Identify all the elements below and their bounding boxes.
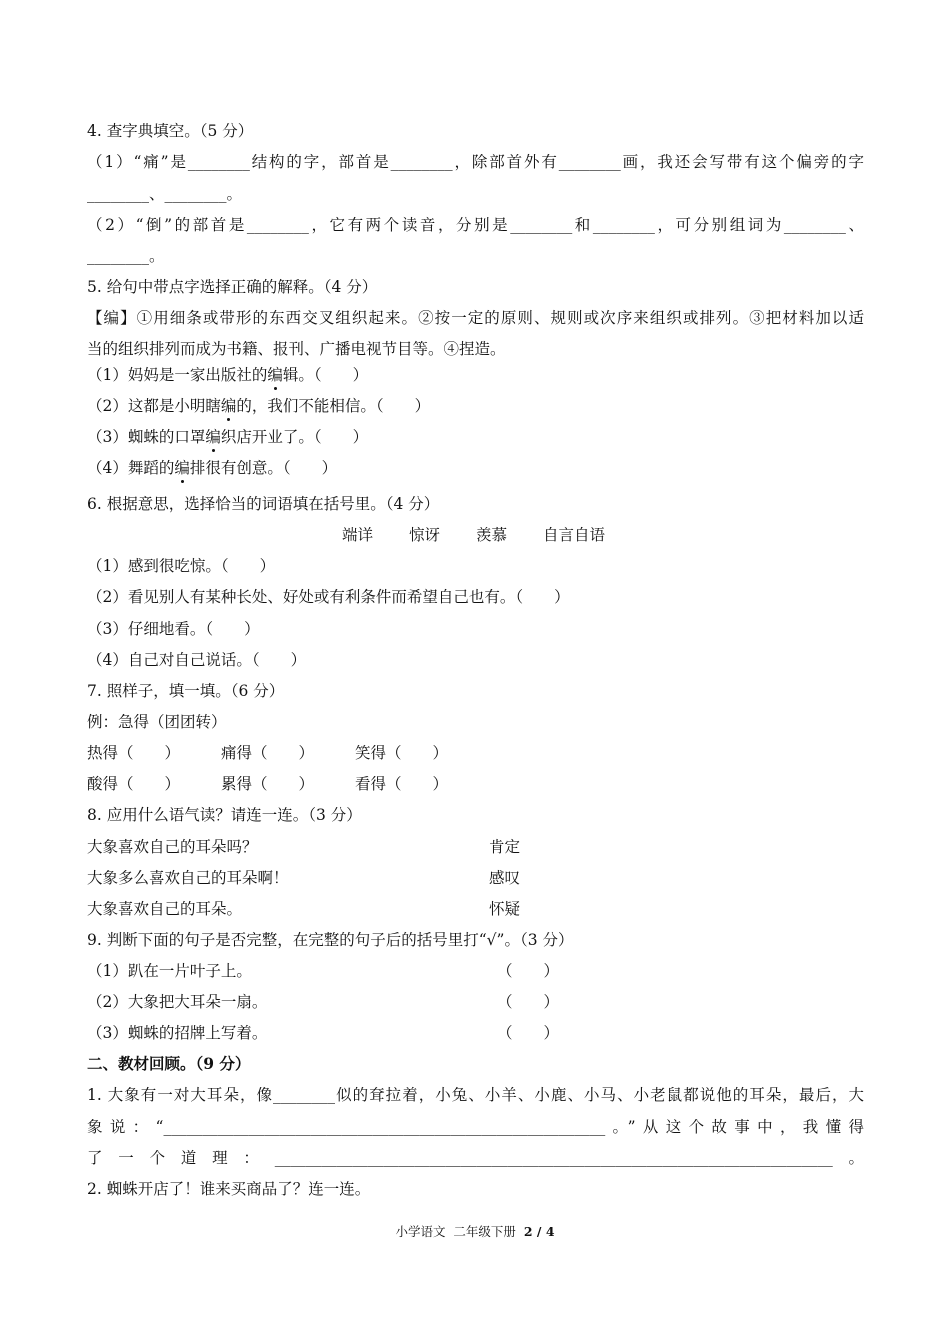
dotted-char: 编 bbox=[220, 397, 237, 415]
q5-title: 5. 给句中带点字选择正确的解释。（4 分） bbox=[87, 278, 378, 296]
q8-title: 8. 应用什么语气读？请连一连。（3 分） bbox=[87, 806, 362, 824]
q4-line-4: ________。 bbox=[87, 247, 165, 265]
q8-sentence: 大象多么喜欢自己的耳朵啊！ bbox=[87, 869, 289, 887]
q7-blank: 热得（ ） bbox=[87, 744, 181, 762]
q7-example: 例：急得（团团转） bbox=[87, 713, 227, 731]
q5-definition-2: 当的组织排列而成为书籍、报刊、广播电视节目等。④捏造。 bbox=[87, 340, 506, 358]
word-option: 惊讶 bbox=[409, 526, 441, 544]
q7-blank: 酸得（ ） bbox=[87, 775, 181, 793]
q5-item-text: （1）妈妈是一家出版社的 bbox=[87, 366, 268, 384]
q8-tone: 肯定 bbox=[489, 838, 521, 856]
s2-q1-line-2: 象说：“_________________________________________________________。”从这个故事中，我懂得 bbox=[87, 1118, 864, 1136]
q6-item: （4）自己对自己说话。（ ） bbox=[87, 651, 307, 669]
q9-bracket: （ ） bbox=[497, 962, 560, 980]
q5-item-text: 织店开业了。（ ） bbox=[220, 428, 369, 446]
q6-title: 6. 根据意思，选择恰当的词语填在括号里。（4 分） bbox=[87, 495, 440, 513]
q5-definition-1: 【编】①用细条或带形的东西交叉组织起来。②按一定的原则、规则或次序来组织或排列。③把材料加以适 bbox=[87, 309, 864, 327]
q9-item: （2）大象把大耳朵一扇。 bbox=[87, 993, 268, 1011]
q9-bracket: （ ） bbox=[497, 993, 560, 1011]
section-2-title: 二、教材回顾。（9 分） bbox=[87, 1054, 251, 1073]
q4-title: 4. 查字典填空。（5 分） bbox=[87, 122, 254, 140]
q9-bracket: （ ） bbox=[497, 1024, 560, 1042]
s2-q1-line-3: 了一个道理：________________________________________________________________________。 bbox=[87, 1149, 864, 1167]
q6-item: （1）感到很吃惊。（ ） bbox=[87, 557, 276, 575]
q5-item bbox=[87, 457, 864, 479]
word-option: 端详 bbox=[342, 526, 374, 544]
page-number: 2 / 4 bbox=[523, 1224, 555, 1239]
q8-sentence: 大象喜欢自己的耳朵。 bbox=[87, 900, 243, 918]
q4-line-3: （2）“倒”的部首是________，它有两个读音，分别是________和________，可分别组词为________、 bbox=[87, 216, 864, 234]
q7-blank: 痛得（ ） bbox=[221, 744, 315, 762]
q7-blank: 累得（ ） bbox=[221, 775, 315, 793]
s2-q2: 2. 蜘蛛开店了！谁来买商品了？连一连。 bbox=[87, 1180, 371, 1198]
q5-item bbox=[87, 364, 864, 386]
word-option: 羡慕 bbox=[476, 526, 508, 544]
q7-title: 7. 照样子，填一填。（6 分） bbox=[87, 682, 285, 700]
s2-q1-line-1: 1. 大象有一对大耳朵，像________似的耷拉着，小兔、小羊、小鹿、小马、小老鼠都说他的耳朵，最后，大 bbox=[87, 1086, 864, 1104]
q5-item-text: 排很有创意。（ ） bbox=[189, 459, 338, 477]
q6-item: （2）看见别人有某种长处、好处或有利条件而希望自己也有。（ ） bbox=[87, 588, 570, 606]
q5-item-text: 辑。（ ） bbox=[282, 366, 369, 384]
q9-item: （3）蜘蛛的招牌上写着。 bbox=[87, 1024, 268, 1042]
q5-item-text: （3）蜘蛛的口罩 bbox=[87, 428, 206, 446]
q6-item: （3）仔细地看。（ ） bbox=[87, 620, 260, 638]
q7-blank: 笑得（ ） bbox=[355, 744, 449, 762]
q4-line-1: （1）“痛”是________结构的字，部首是________，除部首外有________画，我还会写带有这个偏旁的字 bbox=[87, 153, 864, 171]
q5-item-text: （4）舞蹈的 bbox=[87, 459, 175, 477]
q9-title: 9. 判断下面的句子是否完整，在完整的句子后的括号里打“√”。（3 分） bbox=[87, 931, 574, 949]
q5-item-text: （2）这都是小明瞎 bbox=[87, 397, 221, 415]
dotted-char: 编 bbox=[205, 428, 221, 446]
q9-item: （1）趴在一片叶子上。 bbox=[87, 962, 252, 980]
q8-sentence: 大象喜欢自己的耳朵吗？ bbox=[87, 838, 258, 856]
word-option: 自言自语 bbox=[543, 526, 606, 544]
q5-item bbox=[87, 395, 864, 417]
q8-tone: 感叹 bbox=[489, 869, 521, 887]
q7-blank: 看得（ ） bbox=[355, 775, 449, 793]
q4-line-2: ________、________。 bbox=[87, 185, 243, 203]
dotted-char: 编 bbox=[174, 459, 190, 477]
q8-tone: 怀疑 bbox=[489, 900, 521, 918]
page-footer bbox=[0, 1222, 950, 1240]
footer-text: 小学语文 二年级下册 bbox=[395, 1224, 524, 1239]
q5-item bbox=[87, 426, 864, 448]
dotted-char: 编 bbox=[267, 366, 283, 384]
q5-item-text: 的，我们不能相信。（ ） bbox=[236, 397, 431, 415]
